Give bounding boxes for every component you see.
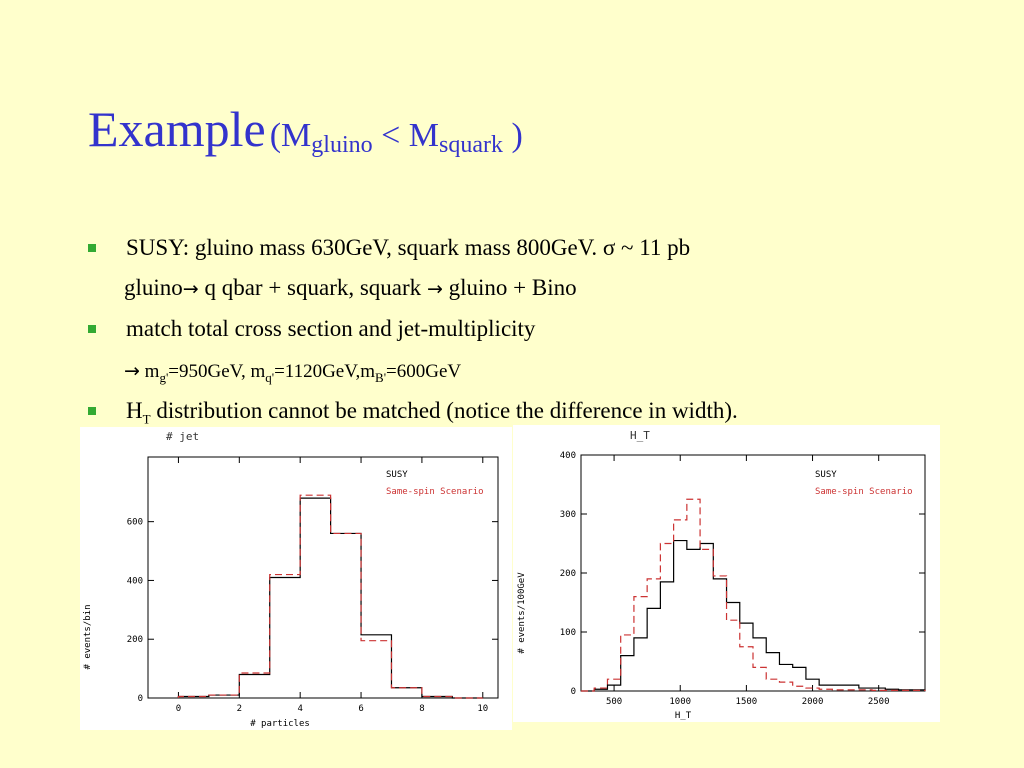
bullet-3-text — [126, 398, 738, 428]
series-same-spin-line — [178, 495, 482, 698]
y-tick-label: 200 — [126, 635, 143, 646]
x-tick-label: 4 — [297, 704, 303, 714]
cont-decay-1: q qbar + squark, squark — [198, 275, 427, 300]
title-sub-squark: squark — [439, 132, 504, 158]
chart-panel-ht — [513, 425, 940, 722]
y-axis-label: # events/100GeV — [517, 572, 527, 654]
x-tick-label: 500 — [605, 697, 623, 707]
x-tick-label: 2 — [236, 704, 243, 714]
title-sub-gluino: gluino — [311, 132, 373, 158]
mass-1-value: =950GeV, m — [168, 361, 266, 382]
y-tick-label: 100 — [559, 628, 576, 638]
arrow-icon: → — [182, 278, 199, 300]
bullet-marker — [88, 325, 96, 333]
bullet-1-text: SUSY: gluino mass 630GeV, squark mass 800GeV. σ ~ 11 pb — [126, 235, 691, 260]
bullet-2-text: match total cross section and jet-multiplicity — [126, 316, 536, 341]
cont-gluino: gluino — [124, 275, 183, 300]
x-tick-label: 2000 — [801, 697, 824, 707]
jet-multiplicity-chart — [80, 427, 512, 730]
x-tick-label: 1000 — [669, 697, 692, 707]
series-same-spin-line — [581, 499, 925, 691]
mass-2-value: =1120GeV,m — [274, 361, 376, 382]
x-tick-label: 6 — [358, 704, 364, 714]
bullet-1-continuation — [124, 275, 577, 301]
legend-susy: SUSY — [815, 470, 837, 480]
ht-symbol: H — [126, 398, 143, 423]
title-open: (M — [269, 117, 312, 154]
mass-3-value: =600GeV — [386, 361, 462, 382]
bullet-3-rest: distribution cannot be matched (notice the difference in width). — [150, 398, 738, 423]
mass-3-sub: B' — [375, 369, 387, 385]
y-tick-label: 400 — [559, 451, 576, 461]
legend-same-spin: Same-spin Scenario — [386, 487, 484, 497]
x-tick-label: 2500 — [867, 697, 890, 707]
mass-2-sub: q' — [265, 369, 275, 385]
bullet-marker — [88, 407, 96, 415]
legend-same-spin: Same-spin Scenario — [815, 487, 913, 497]
ht-sub: T — [142, 411, 151, 427]
chart-title: # jet — [166, 430, 200, 443]
series-susy-line — [581, 541, 925, 691]
title-close: ) — [503, 117, 523, 154]
x-tick-label: 10 — [477, 704, 489, 714]
title-mid: < M — [372, 117, 440, 154]
y-tick-label: 0 — [137, 694, 143, 704]
x-axis-label: # particles — [250, 719, 310, 729]
x-tick-label: 0 — [175, 704, 182, 714]
mass-1-sub: g' — [159, 369, 169, 385]
x-axis-label: H_T — [674, 711, 692, 721]
x-tick-label: 8 — [419, 704, 425, 714]
arrow-icon: → — [426, 278, 443, 300]
slide-title — [88, 100, 523, 159]
x-tick-label: 1500 — [735, 697, 758, 707]
mass-1-label: m — [139, 361, 160, 382]
arrow-icon: → — [124, 360, 140, 382]
chart-title: H_T — [630, 429, 650, 442]
y-tick-label: 200 — [559, 569, 576, 579]
y-tick-label: 0 — [570, 687, 576, 697]
y-tick-label: 400 — [126, 576, 143, 587]
ht-distribution-chart — [513, 425, 940, 722]
bullet-marker — [88, 244, 96, 252]
cont-decay-2: gluino + Bino — [442, 275, 577, 300]
y-tick-label: 300 — [559, 510, 576, 520]
y-tick-label: 600 — [126, 517, 143, 528]
chart-panel-jet — [80, 427, 512, 730]
title-formula — [269, 117, 523, 158]
title-main: Example — [88, 101, 266, 157]
y-axis-label: # events/bin — [83, 604, 93, 670]
legend-susy: SUSY — [386, 470, 408, 480]
bullet-2-continuation — [124, 360, 461, 386]
